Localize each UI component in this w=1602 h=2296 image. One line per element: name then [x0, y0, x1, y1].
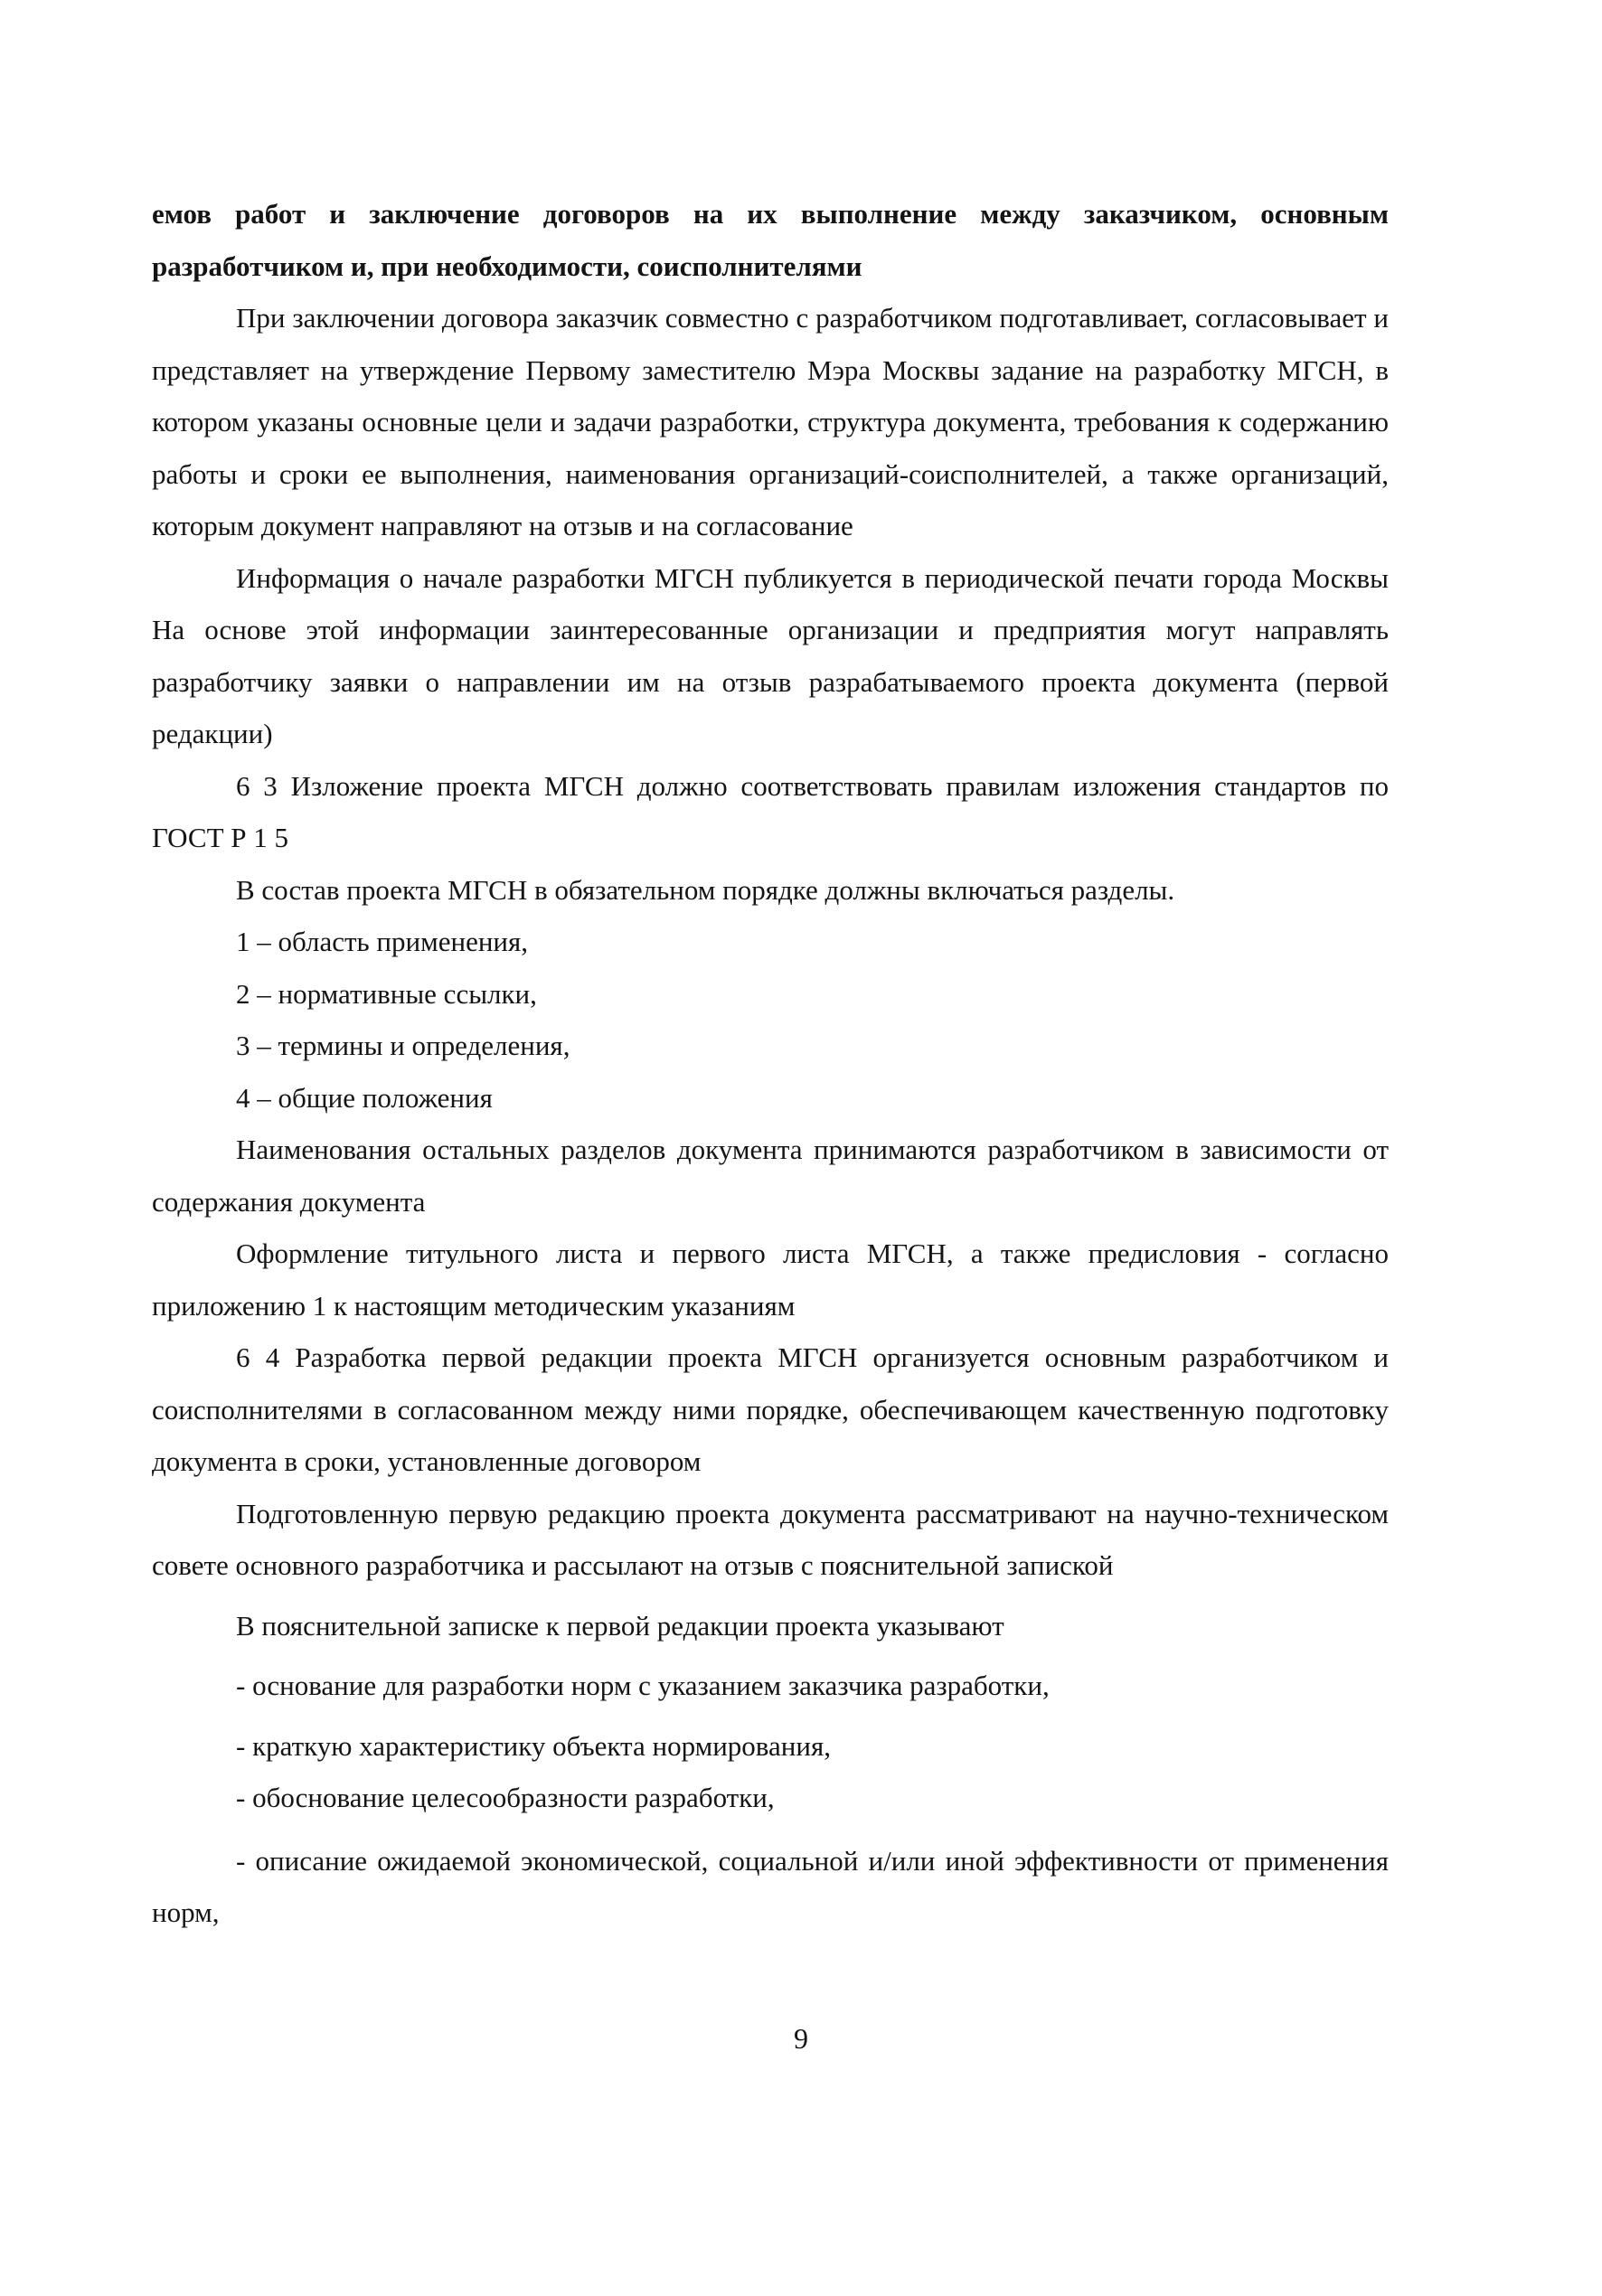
paragraph-section-6-3: 6 3 Изложение проекта МГСН должно соответствовать правилам изложения стандартов по ГОСТ Р 1 5	[152, 769, 1389, 853]
paragraph-required-sections: В состав проекта МГСН в обязательном порядке должны включаться разделы.	[236, 873, 1175, 906]
list-item-basis: - основание для разработки норм с указанием заказчика разработки,	[236, 1670, 1050, 1701]
paragraph-continuation: емов работ и заключение договоров на их выполнение между заказчиком, основным разработчиком и, при необходимости, соисполнителями	[152, 198, 1389, 282]
list-item-justification: - обоснование целесообразности разработки,	[236, 1782, 775, 1813]
paragraph-section-6-4: 6 4 Разработка первой редакции проекта МГСН организуется основным разработчиком и соисполнителями в согласованном между ними порядке, обеспечивающем качественную подготовку документа в сроки, установленные договором	[152, 1341, 1389, 1477]
list-item-object-description: - краткую характеристику объекта нормирования,	[236, 1729, 831, 1762]
list-item-normative-references: 2 – нормативные ссылки,	[236, 977, 537, 1010]
paragraph-explanatory-note: В пояснительной записке к первой редакции проекта указывают	[236, 1609, 1004, 1642]
paragraph-contract-assignment: При заключении договора заказчик совместно с разработчиком подготавливает, согласовывает и представляет на утверждение Первому заместителю Мэра Москвы задание на разработку МГСН, в котором указаны основные цели и задачи разработки, структура документа, требования к содержанию работы и сроки ее выполнения, наименования организаций-соисполнителей, а также организаций, которым документ направляют на отзыв и на согласование	[152, 302, 1389, 541]
list-item-expected-effect: - описание ожидаемой экономической, социальной и/или иной эффективности от применения норм,	[152, 1844, 1389, 1928]
paragraph-title-sheet: Оформление титульного листа и первого листа МГСН, а также предисловия - согласно приложению 1 к настоящим методическим указаниям	[152, 1237, 1389, 1322]
document-body	[152, 188, 1389, 1939]
paragraph-publication-info: Информация о начале разработки МГСН публикуется в периодической печати города Москвы На основе этой информации заинтересованные организации и предприятия могут направлять разработчику заявки о направлении им на отзыв разрабатываемого проекта документа (первой редакции)	[152, 561, 1389, 749]
list-item-scope: 1 – область применения,	[236, 926, 529, 957]
list-item-terms-definitions: 3 – термины и определения,	[236, 1030, 570, 1061]
paragraph-first-edition-review: Подготовленную первую редакцию проекта документа рассматривают на научно-техническом совете основного разработчика и рассылают на отзыв с пояснительной запиской	[152, 1497, 1389, 1581]
list-item-general-provisions: 4 – общие положения	[236, 1081, 493, 1114]
paragraph-other-sections: Наименования остальных разделов документа принимаются разработчиком в зависимости от содержания документа	[152, 1134, 1389, 1218]
page-number: 9	[794, 2022, 808, 2055]
